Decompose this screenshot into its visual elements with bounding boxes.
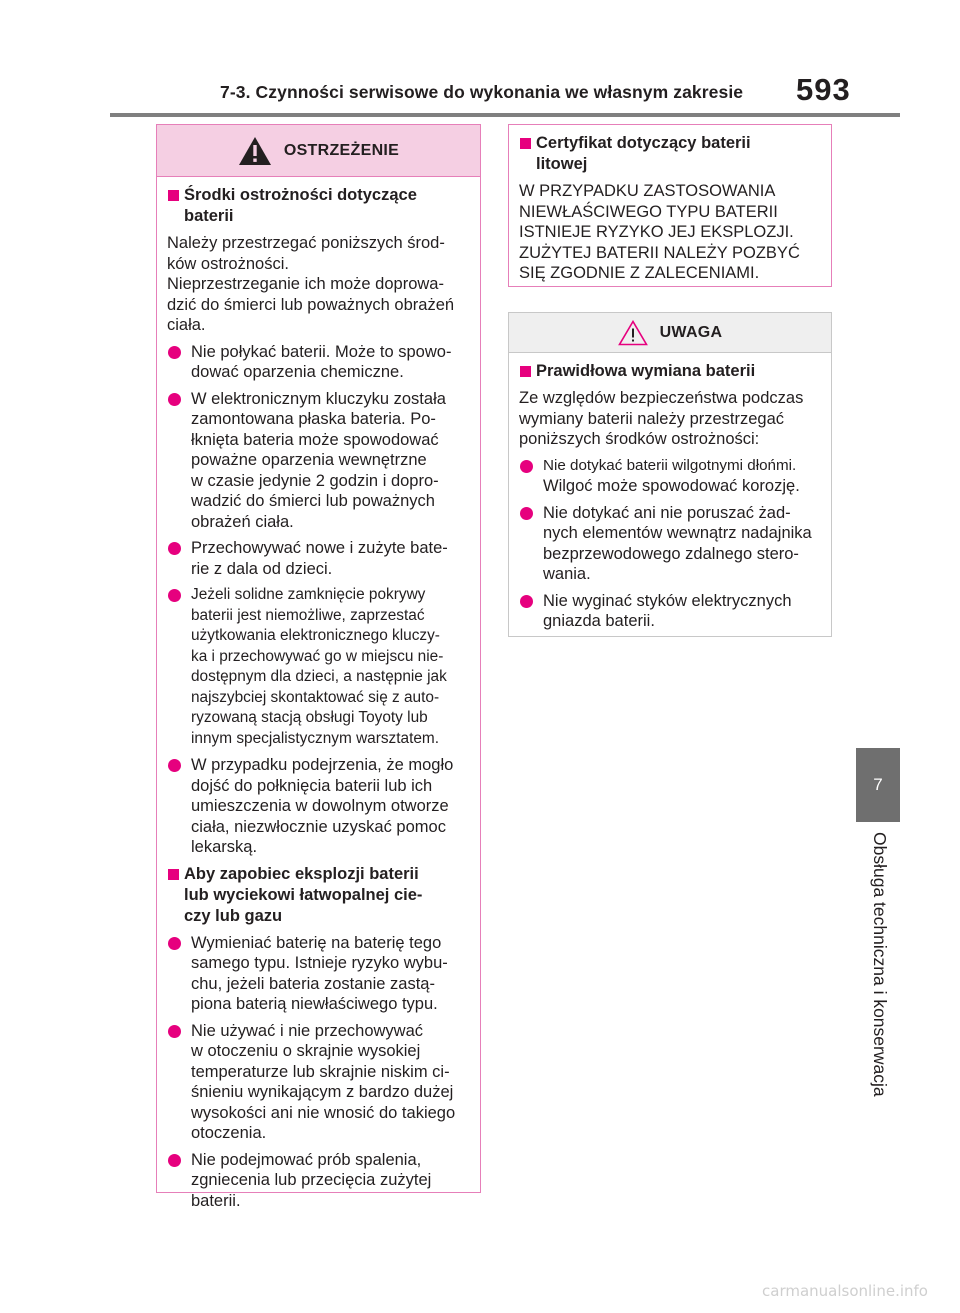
- warning-bullet: Jeżeli solidne zamknięcie pokrywy baterii jest niemożliwe, zaprzestać użytkowania elektronicznego kluczy- ka i przechowywać go w miejscu nie- dostępnym dla dzieci, a następnie jak najszybciej skontaktować się z auto- ryzowaną stacją obsługi Toyoty lub innym specjalistycznym warsztatem.: [167, 585, 472, 749]
- notice-box-header: [509, 313, 831, 353]
- warning-heading: OSTRZEŻENIE: [283, 141, 400, 159]
- warning-bullet: Nie połykać baterii. Może to spowo- dować oparzenia chemiczne.: [167, 342, 472, 383]
- warning-content: [157, 177, 480, 1211]
- running-header-title: 7-3. Czynności serwisowe do wykonania we własnym zakresie: [220, 82, 744, 102]
- header-rule: [110, 113, 900, 117]
- notice-section-title: Prawidłowa wymiana baterii: [519, 361, 823, 382]
- bullet-dot-icon: [168, 937, 181, 950]
- warning-section-title: Środki ostrożności dotyczące baterii: [167, 185, 472, 227]
- bullet-dot-icon: [168, 1025, 181, 1038]
- warning-bullet: Nie używać i nie przechowywać w otoczeniu o skrajnie wysokiej temperaturze lub skrajnie niskim ci- śnieniu wynikającym z bardzo dużej wysokości ani nie wnosić do takiego otoczenia.: [167, 1021, 472, 1144]
- bullet-dot-icon: [520, 460, 533, 473]
- warning-bullet: Przechowywać nowe i zużyte bate- rie z dala od dzieci.: [167, 538, 472, 579]
- section-square-icon: [168, 869, 179, 880]
- bullet-dot-icon: [520, 507, 533, 520]
- bullet-dot-icon: [168, 589, 181, 602]
- bullet-dot-icon: [168, 1154, 181, 1167]
- chapter-tab[interactable]: [856, 748, 900, 822]
- warning-paragraph: Należy przestrzegać poniższych środ- ków ostrożności. Nieprzestrzeganie ich może doprowa- dzić do śmierci lub poważnych obrażeń ciała.: [167, 234, 455, 334]
- warning-bullet: W elektronicznym kluczyku została zamontowana płaska bateria. Po- łknięta bateria może spowodować poważne oparzenia wewnętrzne w czasie jedynie 2 godzin i dopro- wadzić do śmierci lub poważnych obrażeń ciała.: [167, 389, 472, 533]
- certificate-title: Certyfikat dotyczący baterii litowej: [519, 133, 823, 175]
- notice-bullet: Nie wyginać styków elektrycznych gniazda baterii.: [519, 591, 823, 632]
- section-square-icon: [520, 366, 531, 377]
- bullet-dot-icon: [168, 542, 181, 555]
- notice-bullet: Nie dotykać ani nie poruszać żad- nych elementów wewnątrz nadajnika bezprzewodowego zdalnego stero- wania.: [519, 503, 823, 585]
- chapter-label: Obsługa techniczna i konserwacja: [870, 832, 890, 1097]
- section-square-icon: [520, 138, 531, 149]
- caution-triangle-outline-icon: [618, 320, 648, 346]
- warning-box: [156, 124, 481, 1210]
- notice-content: [509, 353, 831, 632]
- warning-box-header: [157, 125, 480, 177]
- notice-heading: UWAGA: [659, 323, 723, 341]
- bullet-dot-icon: [168, 393, 181, 406]
- bullet-dot-icon: [520, 595, 533, 608]
- certificate-text: W PRZYPADKU ZASTOSOWANIA NIEWŁAŚCIWEGO TYPU BATERII ISTNIEJE RYZYKO JEJ EKSPLOZJI. ZUŻYTEJ BATERII NALEŻY POZBYĆ SIĘ ZGODNIE Z ZALECENIAMI.: [519, 182, 800, 282]
- bullet-dot-icon: [168, 346, 181, 359]
- notice-bullet: Nie dotykać baterii wilgotnymi dłońmi. Wilgoć może spowodować korozję.: [519, 456, 823, 497]
- bullet-dot-icon: [168, 759, 181, 772]
- watermark: carmanualsonline.info: [762, 1282, 928, 1300]
- warning-section-title: Aby zapobiec eksplozji baterii lub wyciekowi łatwopalnej cie- czy lub gazu: [167, 864, 472, 927]
- page-number: 593: [796, 72, 851, 107]
- warning-triangle-icon: [238, 136, 272, 166]
- warning-bullet: Nie podejmować prób spalenia, zgniecenia lub przecięcia zużytej baterii.: [167, 1150, 472, 1212]
- notice-box: [508, 312, 832, 637]
- notice-intro: Ze względów bezpieczeństwa podczas wymiany baterii należy przestrzegać poniższych środków ostrożności:: [519, 389, 804, 448]
- warning-bullet: Wymieniać baterię na baterię tego samego typu. Istnieje ryzyko wybu- chu, jeżeli bateria zostanie zastą- piona baterią niewłaściwego typu.: [167, 933, 472, 1015]
- certificate-content: [509, 125, 831, 284]
- warning-bullet: W przypadku podejrzenia, że mogło dojść do połknięcia baterii lub ich umieszczenia w dowolnym otworze ciała, niezwłocznie uzyskać pomoc lekarską.: [167, 755, 472, 858]
- certificate-box: [508, 124, 832, 287]
- section-square-icon: [168, 190, 179, 201]
- chapter-number: 7: [873, 775, 883, 794]
